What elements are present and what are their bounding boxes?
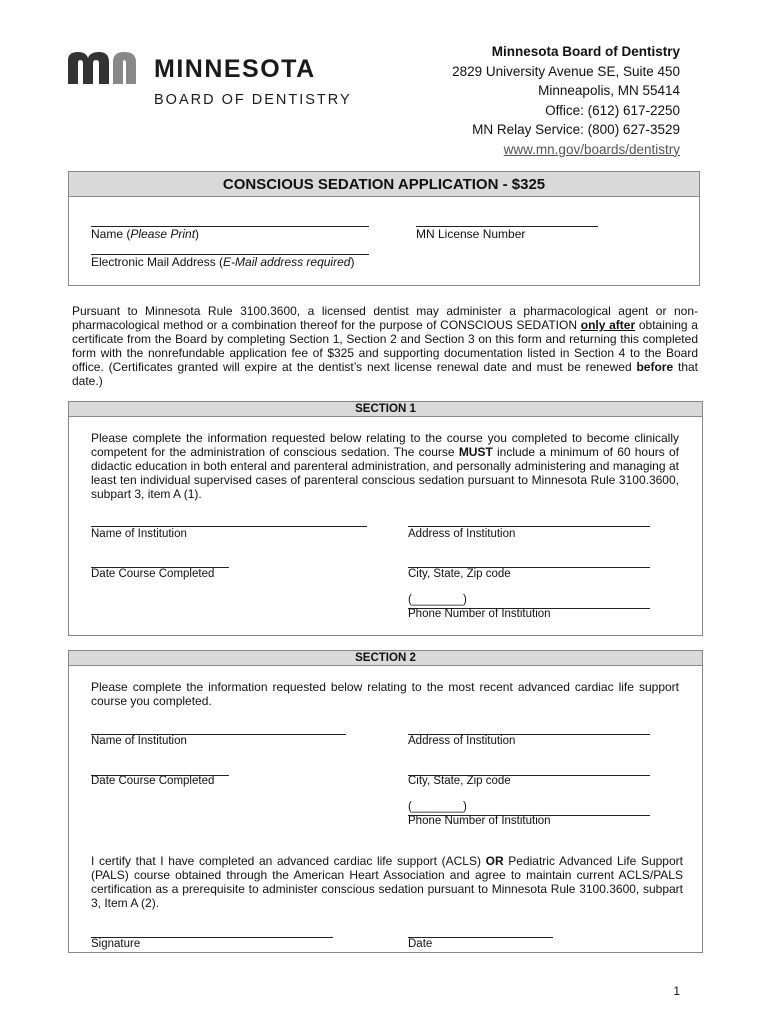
email-label: Electronic Mail Address (E-Mail address required) — [91, 255, 355, 269]
intro-paragraph: Pursuant to Minnesota Rule 3100.3600, a licensed dentist may administer a pharmacological agent or non-pharmacological method or a combination thereof for the purpose of CONSCIOUS SEDATION only after obtaining a certificate from the Board by completing Section 1, Section 2 and Section 3 on this form and returning this completed form with the nonrefundable application fee of $325 and supporting documentation listed in Section 4 to the Board office. (Certificates granted will expire at the dentist’s next license renewal date and must be renewed before that date.) — [72, 304, 699, 388]
form-title: CONSCIOUS SEDATION APPLICATION - $325 — [68, 171, 700, 197]
s2-city-label: City, State, Zip code — [408, 775, 511, 787]
page-number: 1 — [673, 984, 680, 998]
website-link[interactable]: www.mn.gov/boards/dentistry — [503, 141, 680, 157]
s1-inst-name-label: Name of Institution — [91, 528, 187, 540]
section-2-text: Please complete the information requested below relating to the most recent advanced cardiac life support course you completed. — [91, 680, 679, 708]
relay-phone: MN Relay Service: (800) 627-3529 — [472, 122, 680, 137]
signature-label: Signature — [91, 938, 141, 950]
s1-inst-addr-field[interactable] — [408, 526, 650, 527]
s2-phone-label: Phone Number of Institution — [408, 815, 551, 827]
s2-phone-field[interactable]: (________) — [408, 801, 650, 816]
s2-inst-name-label: Name of Institution — [91, 735, 187, 747]
name-label: Name (Please Print) — [91, 227, 200, 241]
section-2-box — [68, 650, 703, 953]
office-phone: Office: (612) 617-2250 — [545, 102, 680, 118]
section-1-heading: SECTION 1 — [69, 402, 702, 417]
certification-text: I certify that I have completed an advanced cardiac life support (ACLS) OR Pediatric Advanced Life Support (PALS) course obtained through the American Heart Association and agree to maintain current ACLS/PALS certification as a prerequisite to administer conscious sedation pursuant to Minnesota Rule 3100.3600, subpart 3, Item A (2). — [91, 854, 683, 910]
minnesota-logo-mark-icon — [66, 50, 144, 84]
s1-phone-field[interactable]: (________) — [408, 594, 650, 609]
s1-inst-addr-label: Address of Institution — [408, 528, 516, 540]
logo-subtitle: BOARD OF DENTISTRY — [154, 92, 352, 108]
logo-name: MINNESOTA — [154, 55, 316, 83]
section-2-heading: SECTION 2 — [69, 651, 702, 666]
address-block — [452, 42, 680, 159]
license-label: MN License Number — [416, 227, 526, 241]
date-label: Date — [408, 938, 433, 950]
s2-date-label: Date Course Completed — [91, 775, 215, 787]
s1-date-label: Date Course Completed — [91, 568, 215, 580]
section-1-box — [68, 401, 703, 636]
s1-phone-label: Phone Number of Institution — [408, 608, 551, 620]
city-address: Minneapolis, MN 55414 — [538, 83, 680, 98]
applicant-box — [68, 196, 700, 286]
s2-inst-addr-label: Address of Institution — [408, 735, 516, 747]
org-name: Minnesota Board of Dentistry — [491, 44, 680, 59]
s1-inst-name-field[interactable] — [91, 526, 367, 527]
section-1-text: Please complete the information requested below relating to the course you completed to become clinically competent for the administration of conscious sedation. The course MUST include a minimum of 60 hours of didactic education in both enteral and parenteral administration, and personally administering and managing at least ten individual supervised cases of parenteral conscious sedation pursuant to Minnesota Rule 3100.3600, subpart 3, item A (1). — [91, 431, 679, 501]
s1-city-label: City, State, Zip code — [408, 568, 511, 580]
street-address: 2829 University Avenue SE, Suite 450 — [452, 63, 680, 79]
